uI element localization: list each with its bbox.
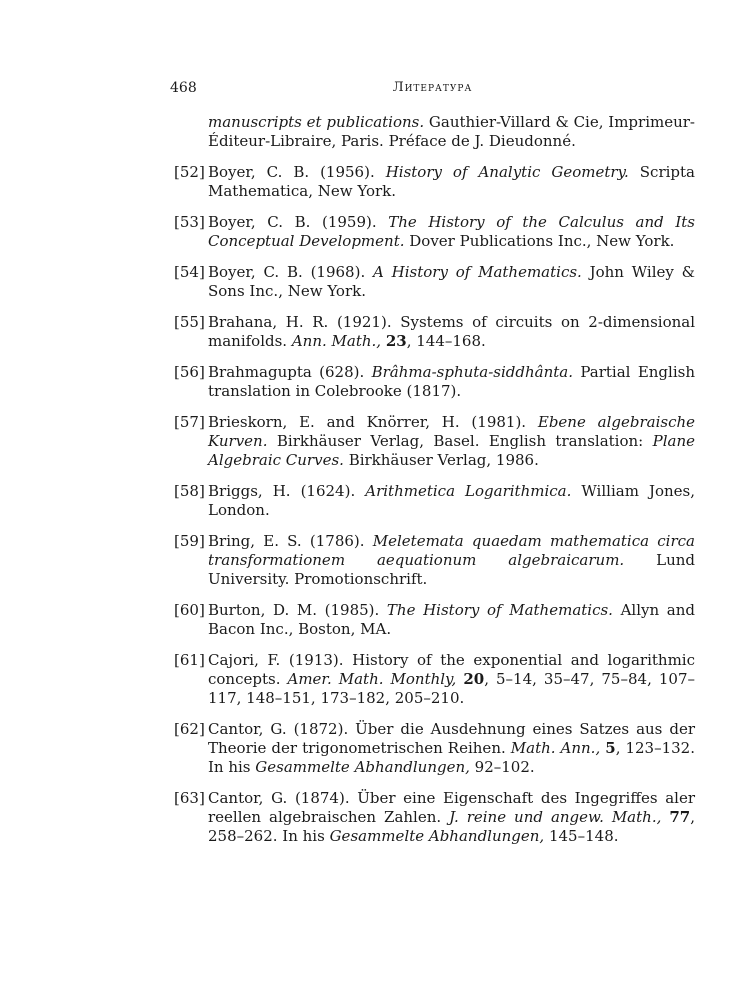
- reference-entry: [170, 263, 695, 301]
- reference-segment: Brieskorn, E. and Knörrer, H. (1981).: [208, 413, 538, 431]
- reference-text: [208, 163, 695, 201]
- reference-entry: [170, 720, 695, 777]
- reference-title: Ann. Math.,: [291, 332, 382, 350]
- reference-segment: John Wiley & Sons Inc., New York.: [208, 263, 695, 300]
- reference-number: [56]: [174, 363, 205, 381]
- reference-segment: Birkhäuser Verlag, Basel. English translation:: [267, 432, 653, 450]
- reference-segment: Cajori, F. (1913). History of the exponential and logarithmic concepts.: [208, 651, 695, 688]
- reference-title: Meletemata quaedam mathematica circa transformationem aequationum algebraicarum.: [208, 532, 695, 569]
- reference-title: Brâhma-sphuta-siddhânta.: [371, 363, 574, 381]
- reference-title: Arithmetica Logarithmica.: [365, 482, 572, 500]
- reference-entry: [170, 363, 695, 401]
- reference-volume: 23: [385, 332, 407, 350]
- reference-title: manuscripts et publications.: [208, 113, 425, 131]
- running-title: Литература: [392, 80, 473, 95]
- reference-segment: Boyer, C. B. (1956).: [208, 163, 386, 181]
- reference-segment: Lund University. Promotionschrift.: [208, 551, 696, 588]
- reference-text: [208, 263, 695, 301]
- reference-text: [208, 789, 695, 846]
- reference-volume: 5: [605, 739, 616, 757]
- reference-segment: , 144–168.: [406, 332, 486, 350]
- reference-segment: Burton, D. M. (1985).: [208, 601, 387, 619]
- reference-title: Math. Ann.,: [510, 739, 601, 757]
- reference-title: Ebene algebraische Kurven.: [208, 413, 696, 450]
- reference-title: Gesammelte Abhandlungen,: [329, 827, 545, 845]
- reference-number: [54]: [174, 263, 205, 281]
- reference-number: [58]: [174, 482, 205, 500]
- reference-title: Plane Algebraic Curves.: [208, 432, 695, 469]
- reference-text: [208, 113, 695, 151]
- reference-text: [208, 601, 695, 639]
- reference-list: [170, 113, 695, 858]
- reference-title: J. reine und angew. Math.,: [449, 808, 662, 826]
- reference-entry: [170, 532, 695, 589]
- reference-number: [62]: [174, 720, 205, 738]
- reference-number: [59]: [174, 532, 205, 550]
- reference-number: [55]: [174, 313, 205, 331]
- reference-number: [60]: [174, 601, 205, 619]
- reference-number: [63]: [174, 789, 205, 807]
- reference-title: Amer. Math. Monthly,: [287, 670, 457, 688]
- reference-segment: Cantor, G. (1872). Über die Ausdehnung eines Satzes aus der Theorie der trigonometrischen Reihen.: [208, 720, 695, 757]
- reference-entry: [170, 651, 695, 708]
- reference-segment: Bring, E. S. (1786).: [208, 532, 373, 550]
- reference-text: [208, 213, 695, 251]
- reference-segment: 145–148.: [544, 827, 619, 845]
- reference-title: History of Analytic Geometry.: [385, 163, 629, 181]
- reference-entry: [170, 482, 695, 520]
- reference-title: A History of Mathematics.: [373, 263, 582, 281]
- reference-text: [208, 413, 695, 470]
- reference-title: Gesammelte Abhandlungen,: [255, 758, 470, 776]
- reference-entry: [170, 789, 695, 846]
- reference-segment: William Jones, London.: [208, 482, 695, 519]
- reference-number: [53]: [174, 213, 205, 231]
- reference-entry: [170, 313, 695, 351]
- reference-segment: Partial English translation in Colebrooke (1817).: [208, 363, 695, 400]
- reference-entry: [170, 601, 695, 639]
- reference-segment: , 5–14, 35–47, 75–84, 107–117, 148–151, 173–182, 205–210.: [208, 670, 695, 707]
- page-number: 468: [170, 80, 197, 96]
- reference-entry: [170, 413, 695, 470]
- reference-segment: Gauthier-Villard & Cie, Imprimeur-Éditeur-Libraire, Paris. Préface de J. Dieudonné.: [208, 113, 695, 150]
- reference-title: The History of the Calculus and Its Conceptual Development.: [208, 213, 695, 250]
- reference-volume: 77: [669, 808, 691, 826]
- reference-text: [208, 651, 695, 708]
- reference-text: [208, 313, 695, 351]
- reference-segment: , 123–132. In his: [208, 739, 695, 776]
- reference-volume: 20: [463, 670, 485, 688]
- reference-text: [208, 363, 695, 401]
- reference-segment: Cantor, G. (1874). Über eine Eigenschaft des Ingegriffes aler reellen algebraischen Zahlen.: [208, 789, 695, 826]
- reference-segment: Briggs, H. (1624).: [208, 482, 366, 500]
- running-head: [170, 80, 695, 100]
- reference-entry: [170, 213, 695, 251]
- reference-segment: Allyn and Bacon Inc., Boston, MA.: [208, 601, 696, 638]
- reference-title: The History of Mathematics.: [386, 601, 613, 619]
- reference-entry: [170, 163, 695, 201]
- reference-text: [208, 482, 695, 520]
- reference-segment: 92–102.: [469, 758, 535, 776]
- reference-segment: Boyer, C. B. (1959).: [208, 213, 389, 231]
- reference-number: [57]: [174, 413, 205, 431]
- reference-segment: Dover Publications Inc., New York.: [404, 232, 675, 250]
- reference-segment: Brahana, H. R. (1921). Systems of circuits on 2-dimensional manifolds.: [208, 313, 695, 350]
- reference-continuation: [170, 113, 695, 151]
- reference-number: [61]: [174, 651, 205, 669]
- reference-segment: , 258–262. In his: [208, 808, 695, 845]
- reference-text: [208, 720, 695, 777]
- reference-segment: Birkhäuser Verlag, 1986.: [343, 451, 539, 469]
- reference-segment: Scripta Mathematica, New York.: [208, 163, 695, 200]
- reference-segment: Brahmagupta (628).: [208, 363, 372, 381]
- reference-number: [52]: [174, 163, 205, 181]
- reference-text: [208, 532, 695, 589]
- reference-segment: Boyer, C. B. (1968).: [208, 263, 374, 281]
